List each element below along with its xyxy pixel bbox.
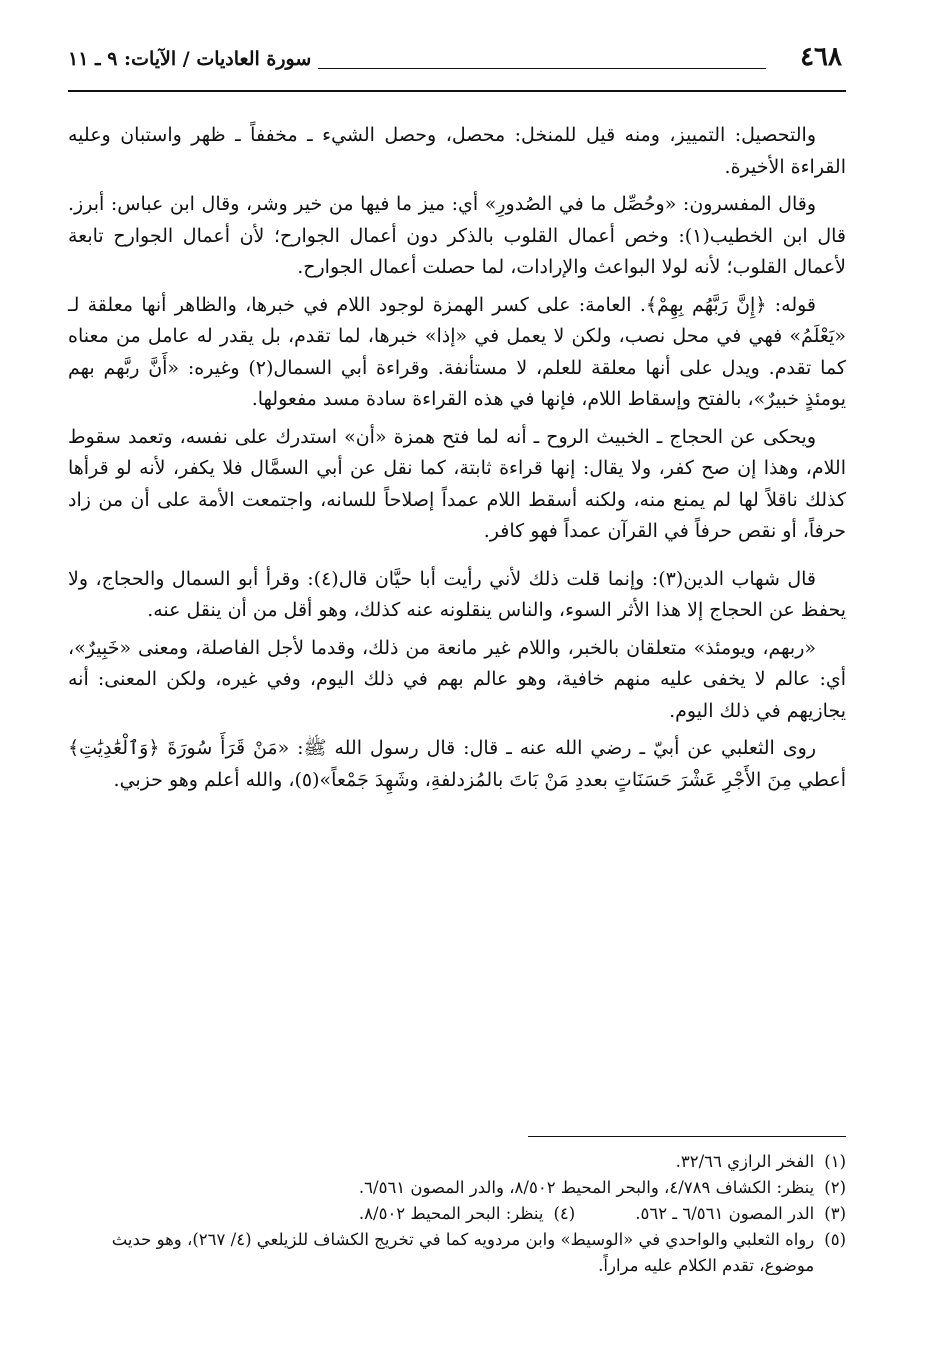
footnote-text: رواه الثعلبي والواحدي في «الوسيط» وابن مردويه كما في تخريج الكشاف للزيلعي (٤/ ٢٦٧)، وهو حديث موضوع، تقدم الكلام عليه مراراً. <box>111 1230 815 1275</box>
footnote-number: (٥) <box>824 1230 846 1249</box>
paragraph: قال شهاب الدين(٣): وإنما قلت ذلك لأني رأيت أبا حيَّان قال(٤): وقرأ أبو السمال والحجاج، ولا يحفظ عن الحجاج إلا هذا الأثر السوء، والناس ينقلونه عنه كذلك، وهو أقل من أن ينقل عنه. <box>68 567 846 621</box>
surah-title: سورة العاديات / الآيات: ٩ ـ ١١ <box>68 48 312 70</box>
footnote <box>359 1201 575 1227</box>
footnote-row <box>68 1201 846 1227</box>
footnote-number: (٣) <box>824 1204 846 1223</box>
footnote-text: الفخر الرازي ٣٢/٦٦. <box>675 1152 815 1171</box>
paragraph: وقال المفسرون: «وحُصِّل ما في الصُدورِ» أي: ميز ما فيها من خير وشر، وقال ابن عباس: أبرز. قال ابن الخطيب(١): وخص أعمال القلوب بالذكر دون أعمال الجوارح؛ لأن أعمال الجوارح تابعة لأعمال القلوب؛ لأنه لولا البواعث والإرادات، لما حصلت أعمال الجوارح. <box>68 193 846 278</box>
footnote <box>68 1149 846 1175</box>
footnote-number: (١) <box>824 1152 846 1171</box>
footnote-text: ينظر: الكشاف ٤/٧٨٩، والبحر المحيط ٨/٥٠٢، والدر المصون ٦/٥٦١. <box>358 1178 815 1197</box>
footnote-number: (٤) <box>553 1204 576 1223</box>
paragraph: ويحكى عن الحجاج ـ الخبيث الروح ـ أنه لما فتح همزة «أن» استدرك على نفسه، وتعمد سقوط اللام، وهذا إن صح كفر، ولا يقال: إنها قراءة ثابتة، كما نقل عن أبي السمَّال فلا يكفر، لأنه لو قرأها كذلك ناقلاً لها لم يمنع منه، ولكنه أسقط اللام عمداً إصلاحاً للسانه، واجتمعت الأمة على أن من زاد حرفاً، أو نقص حرفاً في القرآن عمداً فهو كافر. <box>68 425 846 542</box>
header-divider <box>318 68 766 69</box>
paragraph: روى الثعلبي عن أبيّ ـ رضي الله عنه ـ قال: قال رسول الله ﷺ: «مَنْ قَرَأَ سُورَةَ ﴿وَٱلْعَٰدِيَٰتِ﴾ أعطي مِنَ الأَجْرِ عَشْرَ حَسَنَاتٍ بعددِ مَنْ بَاتَ بالمُزدلفةِ، وشَهِدَ جَمْعاً»(٥)، والله أعلم وهو حزبي. <box>68 737 846 791</box>
page-number: ٤٦٨ <box>800 42 842 72</box>
footnote <box>635 1201 846 1227</box>
page <box>68 40 846 1275</box>
footnote-text: ينظر: البحر المحيط ٨/٥٠٢. <box>358 1204 544 1223</box>
footnote-divider <box>528 1136 846 1137</box>
paragraph: قوله: ﴿إِنَّ رَبَّهُم بِهِمْ﴾. العامة: على كسر الهمزة لوجود اللام في خبرها، والظاهر أنها معلقة لـ «يَعْلَمُ» فهي في محل نصب، ولكن لا يعمل في «إذا» خبرها، لما تقدم، بل يقدر له عامل من معناه كما تقدم. ويدل على أنها معلقة للعلم، لا مستأنفة. وقراءة أبي السمال(٢) وغيره: «أَنَّ ربَّهم بهم يومئذٍ خبيرٌ»، بالفتح وإسقاط اللام، فإنها في هذه القراءة سادة مسد مفعولها. <box>68 293 846 410</box>
footnote-text: الدر المصون ٦/٥٦١ ـ ٥٦٢. <box>635 1204 815 1223</box>
paragraph: «ربهم، ويومئذ» متعلقان بالخبر، واللام غير مانعة من ذلك، وقدما لأجل الفاصلة، ومعنى «خَبِيرٌ»، أي: عالم لا يخفى عليه منهم خافية، وهو عالم بهم في ذلك اليوم، وفي غيره، ولكن المعنى: أنه يجازيهم في ذلك اليوم. <box>68 636 846 722</box>
footnote-number: (٢) <box>824 1178 846 1197</box>
footnote <box>68 1175 846 1201</box>
footnote <box>68 1227 846 1279</box>
footnotes <box>68 1136 846 1279</box>
running-header <box>68 40 846 92</box>
paragraph: والتحصيل: التمييز، ومنه قيل للمنخل: محصل، وحصل الشيء ـ مخففاً ـ ظهر واستبان وعليه القراءة الأخيرة. <box>68 124 846 178</box>
main-text <box>68 120 846 796</box>
